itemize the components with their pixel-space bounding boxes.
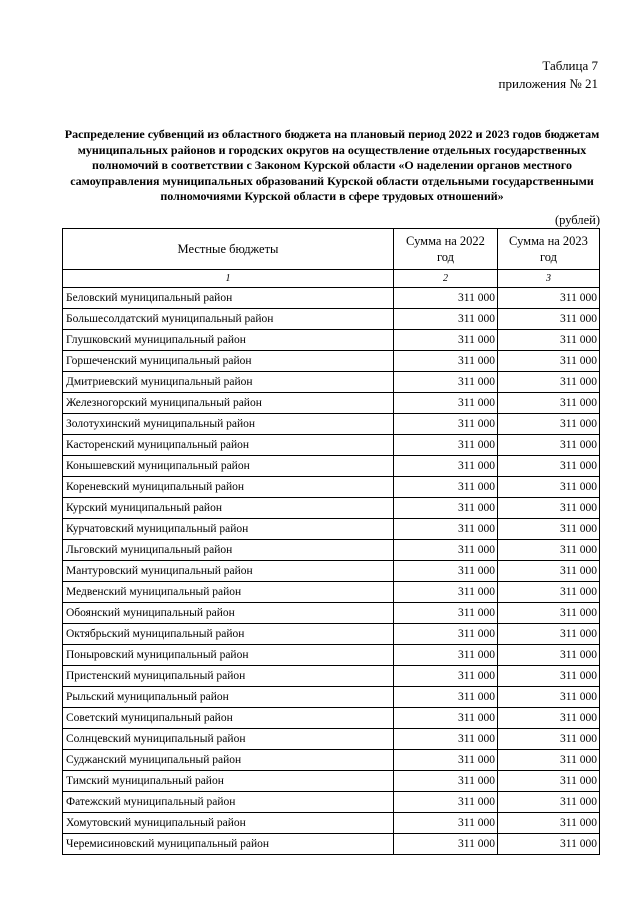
table-row xyxy=(63,330,600,351)
district-name-cell: Золотухинский муниципальный район xyxy=(63,414,394,435)
sum-2023-cell: 311 000 xyxy=(498,687,600,708)
district-name-cell: Курский муниципальный район xyxy=(63,498,394,519)
sum-2022-cell: 311 000 xyxy=(394,288,498,309)
sum-2023-cell: 311 000 xyxy=(498,603,600,624)
table-row xyxy=(63,477,600,498)
table-row xyxy=(63,624,600,645)
sum-2023-cell: 311 000 xyxy=(498,288,600,309)
sum-2022-cell: 311 000 xyxy=(394,750,498,771)
table-row xyxy=(63,750,600,771)
column-number-row xyxy=(63,270,600,288)
table-row xyxy=(63,645,600,666)
sum-2022-cell: 311 000 xyxy=(394,414,498,435)
district-name-cell: Пристенский муниципальный район xyxy=(63,666,394,687)
sum-2022-cell: 311 000 xyxy=(394,477,498,498)
district-name-cell: Хомутовский муниципальный район xyxy=(63,813,394,834)
sum-2022-cell: 311 000 xyxy=(394,771,498,792)
district-name-cell: Кореневский муниципальный район xyxy=(63,477,394,498)
table-row xyxy=(63,792,600,813)
table-row xyxy=(63,561,600,582)
sum-2022-cell: 311 000 xyxy=(394,351,498,372)
district-name-cell: Железногорский муниципальный район xyxy=(63,393,394,414)
sum-2022-cell: 311 000 xyxy=(394,834,498,855)
sum-2023-cell: 311 000 xyxy=(498,309,600,330)
sum-2022-cell: 311 000 xyxy=(394,813,498,834)
sum-2023-cell: 311 000 xyxy=(498,414,600,435)
sum-2022-cell: 311 000 xyxy=(394,309,498,330)
sum-2022-cell: 311 000 xyxy=(394,603,498,624)
sum-2023-cell: 311 000 xyxy=(498,834,600,855)
table-row xyxy=(63,309,600,330)
sum-2022-cell: 311 000 xyxy=(394,792,498,813)
sum-2023-cell: 311 000 xyxy=(498,792,600,813)
sum-2022-cell: 311 000 xyxy=(394,393,498,414)
sum-2023-cell: 311 000 xyxy=(498,435,600,456)
table-row xyxy=(63,834,600,855)
district-name-cell: Курчатовский муниципальный район xyxy=(63,519,394,540)
district-name-cell: Горшеченский муниципальный район xyxy=(63,351,394,372)
table-row xyxy=(63,813,600,834)
table-row xyxy=(63,414,600,435)
sum-2022-cell: 311 000 xyxy=(394,540,498,561)
sum-2022-cell: 311 000 xyxy=(394,435,498,456)
sum-2023-cell: 311 000 xyxy=(498,771,600,792)
table-number: Таблица 7 xyxy=(542,58,598,73)
sum-2023-cell: 311 000 xyxy=(498,813,600,834)
table-row xyxy=(63,582,600,603)
table-row xyxy=(63,519,600,540)
district-name-cell: Черемисиновский муниципальный район xyxy=(63,834,394,855)
district-name-cell: Дмитриевский муниципальный район xyxy=(63,372,394,393)
sum-2023-cell: 311 000 xyxy=(498,750,600,771)
table-row xyxy=(63,666,600,687)
sum-2023-cell: 311 000 xyxy=(498,666,600,687)
sum-2022-cell: 311 000 xyxy=(394,666,498,687)
district-name-cell: Тимский муниципальный район xyxy=(63,771,394,792)
table-row xyxy=(63,393,600,414)
sum-2023-cell: 311 000 xyxy=(498,351,600,372)
sum-2022-cell: 311 000 xyxy=(394,582,498,603)
district-name-cell: Октябрьский муниципальный район xyxy=(63,624,394,645)
sum-2022-cell: 311 000 xyxy=(394,519,498,540)
table-row xyxy=(63,351,600,372)
table-row xyxy=(63,687,600,708)
district-name-cell: Беловский муниципальный район xyxy=(63,288,394,309)
sum-2023-cell: 311 000 xyxy=(498,330,600,351)
sum-2022-cell: 311 000 xyxy=(394,624,498,645)
sum-2022-cell: 311 000 xyxy=(394,330,498,351)
sum-2022-cell: 311 000 xyxy=(394,561,498,582)
district-name-cell: Рыльский муниципальный район xyxy=(63,687,394,708)
district-name-cell: Советский муниципальный район xyxy=(63,708,394,729)
district-name-cell: Обоянский муниципальный район xyxy=(63,603,394,624)
table-row xyxy=(63,708,600,729)
table-row xyxy=(63,288,600,309)
document-title: Распределение субвенций из областного бюджета на плановый период 2022 и 2023 годов бюджетам муниципальных районов и городских округов на осуществление отдельных государственных полномочий в соответствии с Законом Курской области «О наделении органов местного самоуправления муниципальных образований Курской области отдельными государственными полномочиями Курской области в сфере трудовых отношений» xyxy=(64,127,600,203)
header-sum-2022: Сумма на 2022 год xyxy=(394,229,498,270)
table-row xyxy=(63,372,600,393)
sum-2023-cell: 311 000 xyxy=(498,498,600,519)
sum-2023-cell: 311 000 xyxy=(498,708,600,729)
column-number: 1 xyxy=(63,270,394,288)
sum-2022-cell: 311 000 xyxy=(394,708,498,729)
subsidy-table xyxy=(62,228,600,855)
header-sum-2023: Сумма на 2023 год xyxy=(498,229,600,270)
sum-2022-cell: 311 000 xyxy=(394,729,498,750)
sum-2023-cell: 311 000 xyxy=(498,729,600,750)
table-row xyxy=(63,456,600,477)
header-row xyxy=(63,229,600,270)
column-number: 2 xyxy=(394,270,498,288)
table-row xyxy=(63,771,600,792)
district-name-cell: Суджанский муниципальный район xyxy=(63,750,394,771)
header-local-budgets: Местные бюджеты xyxy=(63,229,394,270)
district-name-cell: Мантуровский муниципальный район xyxy=(63,561,394,582)
district-name-cell: Конышевский муниципальный район xyxy=(63,456,394,477)
sum-2023-cell: 311 000 xyxy=(498,519,600,540)
sum-2023-cell: 311 000 xyxy=(498,477,600,498)
sum-2023-cell: 311 000 xyxy=(498,561,600,582)
sum-2022-cell: 311 000 xyxy=(394,498,498,519)
district-name-cell: Поныровский муниципальный район xyxy=(63,645,394,666)
sum-2023-cell: 311 000 xyxy=(498,645,600,666)
table-row xyxy=(63,498,600,519)
district-name-cell: Касторенский муниципальный район xyxy=(63,435,394,456)
table-annex-label xyxy=(499,57,598,93)
sum-2023-cell: 311 000 xyxy=(498,540,600,561)
sum-2023-cell: 311 000 xyxy=(498,582,600,603)
sum-2022-cell: 311 000 xyxy=(394,456,498,477)
table-row xyxy=(63,729,600,750)
table-body xyxy=(63,288,600,855)
table-row xyxy=(63,435,600,456)
district-name-cell: Медвенский муниципальный район xyxy=(63,582,394,603)
sum-2022-cell: 311 000 xyxy=(394,372,498,393)
sum-2022-cell: 311 000 xyxy=(394,645,498,666)
sum-2023-cell: 311 000 xyxy=(498,393,600,414)
district-name-cell: Глушковский муниципальный район xyxy=(63,330,394,351)
table-row xyxy=(63,540,600,561)
district-name-cell: Льговский муниципальный район xyxy=(63,540,394,561)
district-name-cell: Большесолдатский муниципальный район xyxy=(63,309,394,330)
district-name-cell: Солнцевский муниципальный район xyxy=(63,729,394,750)
annex-number: приложения № 21 xyxy=(498,76,598,91)
sum-2023-cell: 311 000 xyxy=(498,456,600,477)
table-row xyxy=(63,603,600,624)
sum-2023-cell: 311 000 xyxy=(498,624,600,645)
sum-2022-cell: 311 000 xyxy=(394,687,498,708)
district-name-cell: Фатежский муниципальный район xyxy=(63,792,394,813)
column-number: 3 xyxy=(498,270,600,288)
sum-2023-cell: 311 000 xyxy=(498,372,600,393)
unit-label: (рублей) xyxy=(554,213,600,227)
